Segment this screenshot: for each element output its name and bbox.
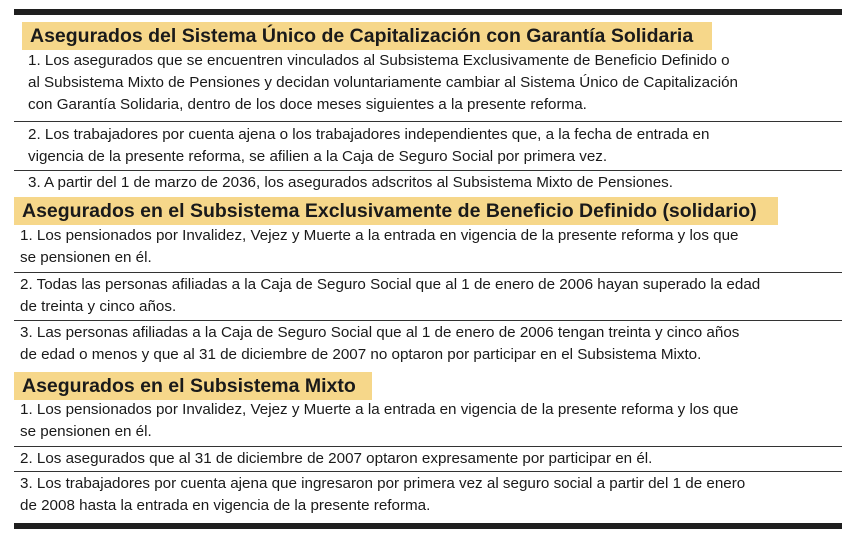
item-divider	[14, 170, 842, 171]
list-item: 3. Los trabajadores por cuenta ajena que ingresaron por primera vez al seguro social a partir del 1 de enero de 2008 hasta la entrada en vigencia de la presente reforma.	[20, 475, 746, 514]
list-item: 2. Los asegurados que al 31 de diciembre de 2007 optaron expresamente por participar en él.	[20, 450, 653, 467]
item-divider	[14, 320, 842, 321]
bottom-rule	[14, 523, 842, 529]
section-title-beneficio-definido: Asegurados en el Subsistema Exclusivamente de Beneficio Definido (solidario)	[14, 197, 778, 225]
list-item: 3. A partir del 1 de marzo de 2036, los asegurados adscritos al Subsistema Mixto de Pensiones.	[28, 174, 673, 191]
list-item: 1. Los asegurados que se encuentren vinculados al Subsistema Exclusivamente de Beneficio Definido o al Subsistema Mixto de Pensiones y decidan voluntariamente cambiar al Sistema Único de Capitalización con Garantía Solidaria, dentro de los doce meses siguientes a la presente reforma.	[28, 52, 738, 113]
list-item: 2. Los trabajadores por cuenta ajena o los trabajadores independientes que, a la fecha de entrada en vigencia de la presente reforma, se afilien a la Caja de Seguro Social por primera vez.	[28, 126, 710, 165]
list-item: 1. Los pensionados por Invalidez, Vejez y Muerte a la entrada en vigencia de la presente reforma y los que se pensionen en él.	[20, 401, 739, 440]
section-title-mixto: Asegurados en el Subsistema Mixto	[14, 372, 372, 400]
item-divider	[14, 272, 842, 273]
list-item: 2. Todas las personas afiliadas a la Caja de Seguro Social que al 1 de enero de 2006 hayan superado la edad de treinta y cinco años.	[20, 276, 761, 315]
top-rule	[14, 9, 842, 15]
section-title-unico: Asegurados del Sistema Único de Capitalización con Garantía Solidaria	[22, 22, 712, 50]
item-divider	[14, 471, 842, 472]
item-divider	[14, 121, 842, 122]
list-item: 1. Los pensionados por Invalidez, Vejez y Muerte a la entrada en vigencia de la presente reforma y los que se pensionen en él.	[20, 227, 739, 266]
item-divider	[14, 446, 842, 447]
list-item: 3. Las personas afiliadas a la Caja de Seguro Social que al 1 de enero de 2006 tengan treinta y cinco años de edad o menos y que al 31 de diciembre de 2007 no optaron por participar en el Subsistema Mixto.	[20, 324, 740, 363]
